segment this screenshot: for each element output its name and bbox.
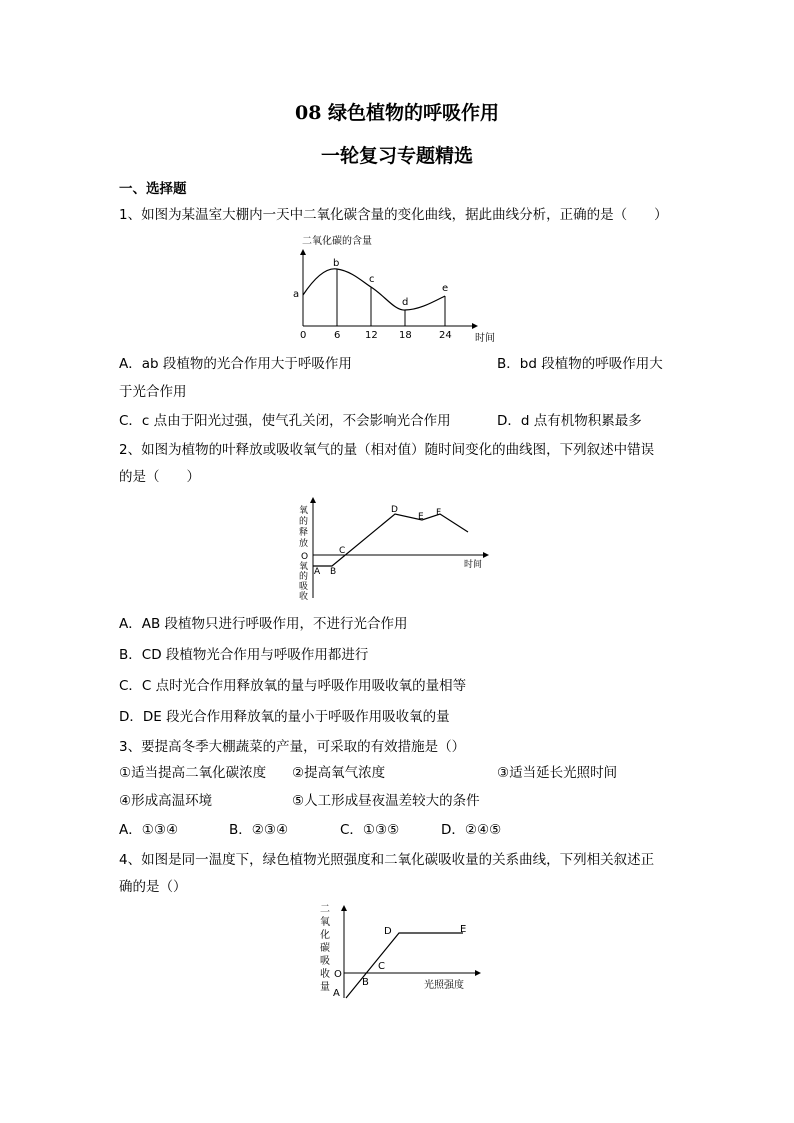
q1-tick-0: 0 bbox=[300, 330, 307, 341]
q4-origin: O bbox=[334, 969, 342, 980]
q3-measure-3: ③适当延长光照时间 bbox=[497, 765, 618, 781]
q4-point-b: B bbox=[362, 977, 369, 988]
q4-ylabel-6: 收 bbox=[320, 969, 330, 980]
q2-point-a: A bbox=[314, 567, 321, 577]
q2-option-c: C．C 点时光合作用释放氧的量与呼吸作用吸收氧的量相等 bbox=[119, 678, 467, 694]
q4-point-a: A bbox=[333, 988, 340, 999]
q4-stem-line1: 4、如图是同一温度下，绿色植物光照强度和二氧化碳吸收量的关系曲线，下列相关叙述正 bbox=[119, 852, 655, 868]
q4-ylabel-5: 吸 bbox=[320, 956, 330, 967]
q1-option-d: D．d 点有机物积累最多 bbox=[497, 413, 642, 429]
q2-ylabel-bottom-3: 吸 bbox=[299, 582, 309, 592]
q4-figure bbox=[308, 902, 488, 1002]
q1-point-a: a bbox=[293, 289, 300, 300]
q4-ylabel-2: 氧 bbox=[320, 917, 330, 928]
q2-point-d: D bbox=[391, 505, 398, 515]
q1-stem: 1、如图为某温室大棚内一天中二氧化碳含量的变化曲线，据此曲线分析，正确的是（ ） bbox=[119, 207, 668, 223]
q2-stem-line1: 2、如图为植物的叶释放或吸收氧气的量（相对值）随时间变化的曲线图，下列叙述中错误 bbox=[119, 442, 655, 458]
q1-point-d: d bbox=[402, 297, 409, 308]
q2-origin: O bbox=[301, 552, 309, 562]
q1-option-b-line2: 于光合作用 bbox=[119, 384, 187, 400]
q1-point-e: e bbox=[442, 283, 449, 294]
q4-stem-line2: 确的是（） bbox=[119, 879, 187, 895]
q3-option-c: C．①③⑤ bbox=[340, 822, 400, 838]
q1-tick-12: 12 bbox=[365, 330, 378, 341]
q2-xlabel: 时间 bbox=[464, 560, 483, 570]
q2-ylabel-top-2: 的 bbox=[299, 517, 309, 527]
q2-option-b: B．CD 段植物光合作用与呼吸作用都进行 bbox=[119, 647, 369, 663]
q2-point-c: C bbox=[339, 546, 346, 556]
q3-option-b: B．②③④ bbox=[229, 822, 289, 838]
q1-option-b-line1: B．bd 段植物的呼吸作用大 bbox=[497, 356, 663, 372]
q2-stem-line2: 的是（ ） bbox=[119, 469, 200, 485]
q1-option-a: A．ab 段植物的光合作用大于呼吸作用 bbox=[119, 356, 352, 372]
q4-point-e: E bbox=[460, 924, 467, 935]
q1-point-b: b bbox=[333, 258, 340, 269]
q4-ylabel-7: 量 bbox=[320, 982, 330, 993]
q2-point-f: F bbox=[436, 508, 442, 518]
page-title: 08 绿色植物的呼吸作用 bbox=[294, 102, 500, 124]
q4-ylabel-4: 碳 bbox=[320, 943, 330, 954]
q4-point-c: C bbox=[378, 961, 385, 972]
q2-curve bbox=[313, 514, 468, 566]
q1-tick-6: 6 bbox=[334, 330, 341, 341]
q3-option-a: A．①③④ bbox=[119, 822, 179, 838]
page-subtitle: 一轮复习专题精选 bbox=[320, 145, 473, 167]
q2-ylabel-bottom-1: 氧 bbox=[299, 562, 309, 572]
q2-ylabel-top-1: 氧 bbox=[299, 506, 309, 516]
q1-point-c: c bbox=[369, 274, 375, 285]
q2-point-e: E bbox=[418, 512, 424, 522]
q1-ylabel: 二氧化碳的含量 bbox=[302, 236, 372, 247]
q1-tick-18: 18 bbox=[399, 330, 412, 341]
q4-point-d: D bbox=[384, 926, 392, 937]
q3-measure-2: ②提高氧气浓度 bbox=[292, 765, 386, 781]
q3-measure-4: ④形成高温环境 bbox=[119, 793, 213, 809]
q3-option-d: D．②④⑤ bbox=[441, 822, 502, 838]
q4-xlabel: 光照强度 bbox=[424, 980, 464, 991]
q4-ylabel-1: 二 bbox=[320, 904, 330, 915]
q4-ylabel-3: 化 bbox=[320, 930, 330, 941]
q2-ylabel-top-4: 放 bbox=[299, 539, 309, 549]
q1-xlabel: 时间 bbox=[475, 333, 495, 344]
q3-measure-5: ⑤人工形成昼夜温差较大的条件 bbox=[292, 793, 480, 809]
q1-option-c: C．c 点由于阳光过强，使气孔关闭，不会影响光合作用 bbox=[119, 413, 451, 429]
q2-ylabel-bottom-4: 收 bbox=[299, 592, 309, 602]
q2-option-d: D．DE 段光合作用释放氧的量小于呼吸作用吸收氧的量 bbox=[119, 709, 450, 725]
q3-stem: 3、要提高冬季大棚蔬菜的产量，可采取的有效措施是（） bbox=[119, 739, 466, 755]
q1-figure bbox=[285, 230, 510, 345]
q2-ylabel-bottom-2: 的 bbox=[299, 572, 309, 582]
q1-tick-24: 24 bbox=[439, 330, 452, 341]
section-heading: 一、选择题 bbox=[119, 181, 187, 197]
q2-point-b: B bbox=[330, 567, 337, 577]
q2-figure bbox=[290, 494, 500, 604]
q2-ylabel-top-3: 释 bbox=[299, 528, 309, 538]
q2-option-a: A．AB 段植物只进行呼吸作用，不进行光合作用 bbox=[119, 616, 408, 632]
q3-measure-1: ①适当提高二氧化碳浓度 bbox=[119, 765, 267, 781]
